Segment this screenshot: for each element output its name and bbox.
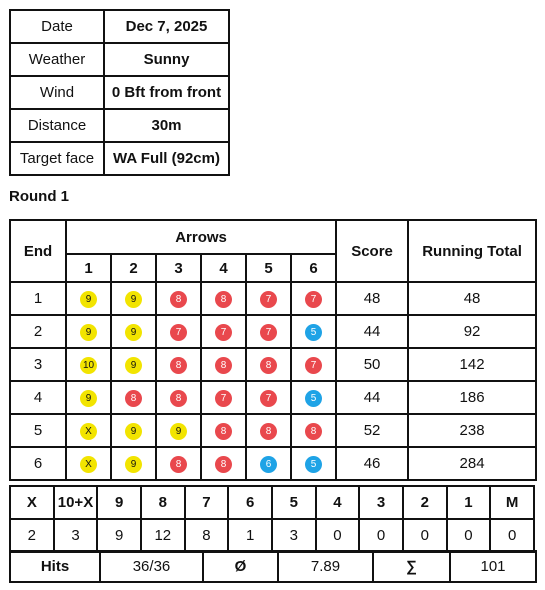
tally-value: 0: [316, 519, 360, 552]
hits-value: 36/36: [100, 551, 203, 582]
arrow-cell: [111, 381, 156, 414]
running-total-header: Running Total: [408, 220, 536, 282]
hits-label: Hits: [10, 551, 100, 582]
distance-value: 30m: [104, 109, 229, 142]
arrow-score-badge: 8: [170, 291, 187, 308]
tally-label: 9: [97, 486, 141, 519]
arrow-score-badge: X: [80, 423, 97, 440]
tally-value: 3: [272, 519, 316, 552]
tally-value: 9: [97, 519, 141, 552]
arrow-score-badge: 9: [125, 324, 142, 341]
tally-value: 0: [490, 519, 534, 552]
arrow-cell: [246, 348, 291, 381]
arrow-score-badge: 8: [215, 423, 232, 440]
tally-value: 2: [10, 519, 54, 552]
tally-value: 3: [54, 519, 98, 552]
weather-value: Sunny: [104, 43, 229, 76]
end-row: [10, 348, 536, 381]
end-score: 48: [336, 282, 408, 315]
tally-label: X: [10, 486, 54, 519]
arrow-score-badge: 7: [170, 324, 187, 341]
arrow-score-badge: 9: [80, 291, 97, 308]
running-total: 48: [408, 282, 536, 315]
arrow-cell: [201, 282, 246, 315]
distance-label: Distance: [10, 109, 104, 142]
arrow-cell: [291, 414, 336, 447]
arrow-cell: [66, 315, 111, 348]
tally-label: 10+X: [54, 486, 98, 519]
arrow-cell: [111, 414, 156, 447]
arrow-score-badge: 6: [260, 456, 277, 473]
tally-table: [9, 485, 535, 553]
sum-value: 101: [450, 551, 536, 582]
wind-value: 0 Bft from front: [104, 76, 229, 109]
arrow-cell: [111, 447, 156, 480]
arrow-score-badge: 8: [125, 390, 142, 407]
wind-row: [10, 76, 229, 109]
arrow-number-header: 5: [246, 254, 291, 282]
arrow-score-badge: 8: [215, 456, 232, 473]
distance-row: [10, 109, 229, 142]
tally-label-row: [10, 486, 534, 519]
arrow-cell: [66, 414, 111, 447]
tally-label: 6: [228, 486, 272, 519]
tally-value: 0: [359, 519, 403, 552]
arrow-cell: [66, 348, 111, 381]
end-score: 44: [336, 315, 408, 348]
arrow-cell: [246, 381, 291, 414]
end-number: 1: [10, 282, 66, 315]
arrow-score-badge: 9: [125, 291, 142, 308]
arrow-cell: [291, 348, 336, 381]
arrow-score-badge: 8: [170, 357, 187, 374]
arrow-cell: [66, 447, 111, 480]
arrow-score-badge: 8: [170, 390, 187, 407]
arrow-cell: [156, 315, 201, 348]
arrow-number-header: 1: [66, 254, 111, 282]
arrow-score-badge: 8: [215, 357, 232, 374]
arrow-cell: [246, 282, 291, 315]
arrow-cell: [111, 282, 156, 315]
arrow-score-badge: 9: [80, 390, 97, 407]
weather-label: Weather: [10, 43, 104, 76]
end-row: [10, 282, 536, 315]
arrows-header: Arrows: [66, 220, 336, 254]
tally-label: 1: [447, 486, 491, 519]
tally-value: 12: [141, 519, 185, 552]
end-number: 6: [10, 447, 66, 480]
end-number: 3: [10, 348, 66, 381]
average-label: Ø: [203, 551, 278, 582]
arrow-cell: [201, 414, 246, 447]
target-face-row: [10, 142, 229, 175]
target-face-label: Target face: [10, 142, 104, 175]
arrow-cell: [246, 447, 291, 480]
arrow-cell: [201, 315, 246, 348]
tally-value: 0: [447, 519, 491, 552]
summary-table: [9, 550, 537, 583]
tally-value: 0: [403, 519, 447, 552]
arrow-score-badge: 9: [125, 357, 142, 374]
date-label: Date: [10, 10, 104, 43]
average-value: 7.89: [278, 551, 373, 582]
arrow-cell: [201, 348, 246, 381]
scorecard-table: [9, 219, 537, 481]
arrow-cell: [246, 315, 291, 348]
tally-label: 3: [359, 486, 403, 519]
tally-label: 8: [141, 486, 185, 519]
summary-row: [10, 551, 536, 582]
arrow-number-header: 2: [111, 254, 156, 282]
arrow-score-badge: 5: [305, 456, 322, 473]
sum-label: ∑: [373, 551, 450, 582]
end-row: [10, 414, 536, 447]
running-total: 238: [408, 414, 536, 447]
end-row: [10, 381, 536, 414]
arrow-score-badge: 8: [305, 423, 322, 440]
arrow-cell: [156, 447, 201, 480]
arrow-cell: [156, 414, 201, 447]
arrow-number-header: 3: [156, 254, 201, 282]
session-info-table: [9, 9, 230, 176]
tally-value-row: [10, 519, 534, 552]
arrow-cell: [66, 282, 111, 315]
arrow-score-badge: 7: [260, 291, 277, 308]
tally-label: 2: [403, 486, 447, 519]
arrow-cell: [156, 348, 201, 381]
arrow-score-badge: 7: [260, 324, 277, 341]
end-number: 2: [10, 315, 66, 348]
end-row: [10, 447, 536, 480]
arrow-score-badge: 9: [170, 423, 187, 440]
arrow-score-badge: 9: [125, 456, 142, 473]
tally-label: M: [490, 486, 534, 519]
arrow-score-badge: 10: [80, 357, 97, 374]
arrow-cell: [201, 381, 246, 414]
arrow-number-header: 6: [291, 254, 336, 282]
arrow-cell: [156, 381, 201, 414]
end-number: 4: [10, 381, 66, 414]
round-title: Round 1: [9, 188, 69, 205]
arrow-score-badge: 7: [215, 390, 232, 407]
running-total: 284: [408, 447, 536, 480]
target-face-value: WA Full (92cm): [104, 142, 229, 175]
arrow-number-header: 4: [201, 254, 246, 282]
end-rows: [10, 282, 536, 480]
arrow-score-badge: 9: [125, 423, 142, 440]
arrow-cell: [111, 348, 156, 381]
running-total: 186: [408, 381, 536, 414]
running-total: 142: [408, 348, 536, 381]
arrow-score-badge: 7: [260, 390, 277, 407]
arrow-score-badge: 5: [305, 390, 322, 407]
arrow-score-badge: 7: [305, 291, 322, 308]
end-score: 52: [336, 414, 408, 447]
score-header: Score: [336, 220, 408, 282]
arrow-cell: [246, 414, 291, 447]
arrow-score-badge: X: [80, 456, 97, 473]
tally-label: 4: [316, 486, 360, 519]
arrow-cell: [111, 315, 156, 348]
arrow-cell: [291, 447, 336, 480]
running-total: 92: [408, 315, 536, 348]
arrow-cell: [156, 282, 201, 315]
weather-row: [10, 43, 229, 76]
end-row: [10, 315, 536, 348]
end-score: 44: [336, 381, 408, 414]
arrow-cell: [66, 381, 111, 414]
tally-label: 7: [185, 486, 229, 519]
tally-value: 1: [228, 519, 272, 552]
arrow-score-badge: 8: [260, 357, 277, 374]
arrow-score-badge: 9: [80, 324, 97, 341]
arrow-cell: [291, 315, 336, 348]
wind-label: Wind: [10, 76, 104, 109]
tally-value: 8: [185, 519, 229, 552]
arrow-score-badge: 5: [305, 324, 322, 341]
arrow-cell: [291, 381, 336, 414]
date-value: Dec 7, 2025: [104, 10, 229, 43]
end-score: 50: [336, 348, 408, 381]
header-row: [10, 220, 536, 254]
date-row: [10, 10, 229, 43]
arrow-score-badge: 8: [215, 291, 232, 308]
arrow-cell: [291, 282, 336, 315]
arrow-cell: [201, 447, 246, 480]
end-number: 5: [10, 414, 66, 447]
end-score: 46: [336, 447, 408, 480]
arrow-score-badge: 7: [305, 357, 322, 374]
end-header: End: [10, 220, 66, 282]
arrow-score-badge: 8: [260, 423, 277, 440]
tally-label: 5: [272, 486, 316, 519]
arrow-score-badge: 7: [215, 324, 232, 341]
arrow-score-badge: 8: [170, 456, 187, 473]
